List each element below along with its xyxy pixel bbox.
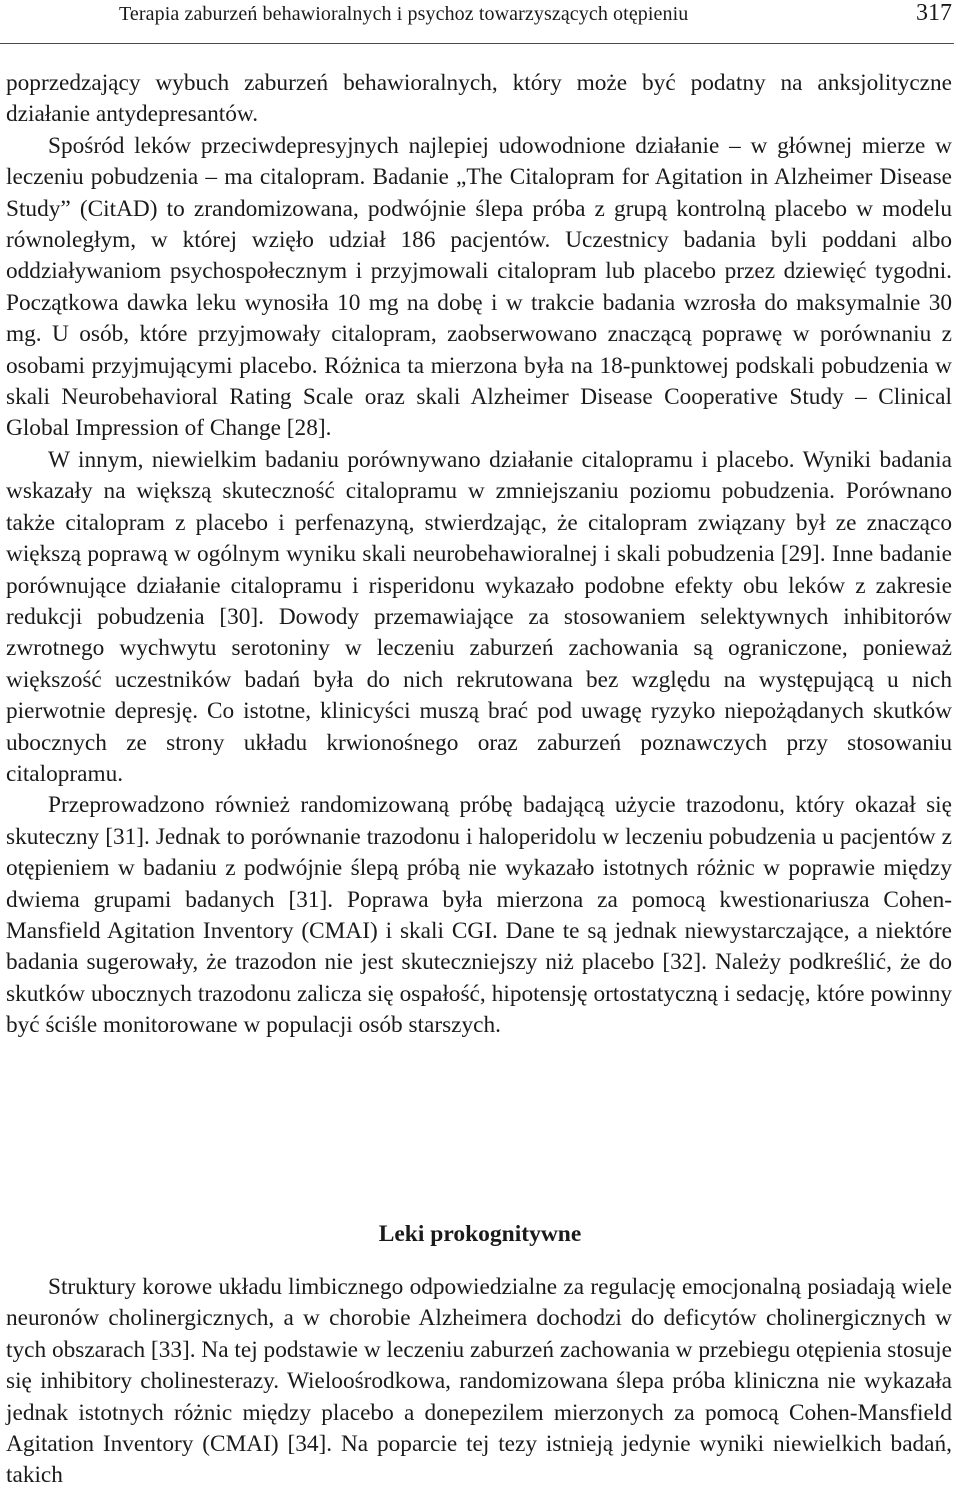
paragraph: poprzedzający wybuch zaburzeń behawioralnych, który może być podatny na anksjolityczne działanie antydepresantów. [6, 70, 952, 128]
running-title: Terapia zaburzeń behawioralnych i psychoz towarzyszących otępieniu [119, 3, 689, 25]
section-text [6, 1272, 952, 1492]
body-text [6, 68, 952, 1042]
paragraph: Struktury korowe układu limbicznego odpowiedzialne za regulację emocjonalną posiadają wiele neuronów cholinergicznych, a w chorobie Alzheimera dochodzi do deficytów cholinergicznych w tych obszarach [33]. Na tej podstawie w leczeniu zaburzeń zachowania w przebiegu otępienia stosuje się inhibitory cholinesterazy. Wieloośrodkowa, randomizowana ślepa próba kliniczna nie wykazała jednak istotnych różnic między placebo a donepezilem mierzonych za pomocą Cohen-Mansfield Agitation Inventory (CMAI) [34]. Na poparcie tej tezy istnieją jedynie wyniki niewielkich badań, takich [6, 1274, 952, 1489]
paragraph: Spośród leków przeciwdepresyjnych najlepiej udowodnione działanie – w głównej mierze w leczeniu pobudzenia – ma citalopram. Badanie „The Citalopram for Agitation in Alzheimer Disease Study” (CitAD) to zrandomizowana, podwójnie ślepa próba z grupą kontrolną placebo w modelu równoległym, w której wzięło udział 186 pacjentów. Uczestnicy badania byli poddani albo oddziaływaniom psychospołecznym i przyjmowali citalopram lub placebo przez dziewięć tygodni. Początkowa dawka leku wynosiła 10 mg na dobę i w trakcie badania wzrosła do maksymalnie 30 mg. U osób, które przyjmowały citalopram, zaobserwowano znaczącą poprawę w porównaniu z osobami przyjmującymi placebo. Różnica ta mierzona była na 18-punktowej podskali pobudzenia w skali Neurobehavioral Rating Scale oraz skali Alzheimer Disease Cooperative Study – Clinical Global Impression of Change [28]. [6, 132, 952, 442]
paragraph: Przeprowadzono również randomizowaną próbę badającą użycie trazodonu, który okazał się skuteczny [31]. Jednak to porównanie trazodonu i haloperidolu w leczeniu pobudzenia u pacjentów z otępieniem w badaniu z podwójnie ślepą próbą nie wykazało istotnych różnic w poprawie między dwiema grupami badanych [31]. Poprawa była mierzona za pomocą kwestionariusza Cohen-Mansfield Agitation Inventory (CMAI) i skali CGI. Dane te są jednak niewystarczające, a niektóre badania sugerowały, że trazodon nie jest skuteczniejszy niż placebo [32]. Należy podkreślić, że do skutków ubocznych trazodonu zalicza się ospałość, hipotensję ortostatyczną i sedację, które powinny być ściśle monitorowane w populacji osób starszych. [6, 792, 952, 1039]
paragraph: W innym, niewielkim badaniu porównywano działanie citalopramu i placebo. Wyniki badania wskazały na większą skuteczność citalopramu w zmniejszaniu poziomu pobudzenia. Porównano także citalopram z placebo i perfenazyną, stwierdzając, że citalopram związany był ze znacząco większą poprawą w ogólnym wyniku skali neurobehawioralnej i skali pobudzenia [29]. Inne badanie porównujące działanie citalopramu i risperidonu wykazało podobne efekty obu leków z zakresie redukcji pobudzenia [30]. Dowody przemawiające za stosowaniem selektywnych inhibitorów zwrotnego wychwytu serotoniny w leczeniu zaburzeń zachowania są ograniczone, ponieważ większość uczestników badań była do nich rekrutowana bez względu na występującą u nich pierwotnie depresję. Co istotne, klinicyści muszą brać pod uwagę ryzyko niepożądanych skutków ubocznych ze strony układu krwionośnego oraz zaburzeń poznawczych przy stosowaniu citalopramu. [6, 446, 952, 787]
page-number: 317 [916, 0, 952, 26]
running-header [0, 0, 954, 44]
section-heading: Leki prokognitywne [378, 1221, 582, 1247]
